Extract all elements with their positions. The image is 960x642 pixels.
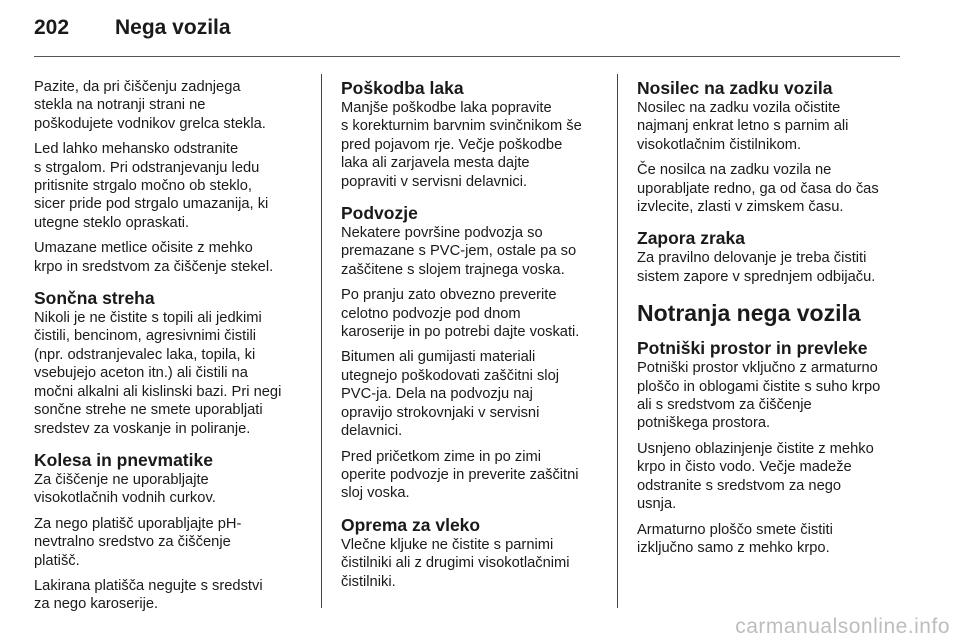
heading-air-shutter: Zapora zraka — [637, 228, 745, 249]
column-divider-2 — [617, 74, 618, 608]
paragraph-dashboard: Armaturno ploščo smete čistiti izključno samo z mehko krpo. — [637, 521, 833, 556]
paragraph-ice-removal: Led lahko mehansko odstranite s strgalom. Pri odstranjevanju ledu pritisnite strgalo močno ob steklo, sicer pride pod strgalo umazanija, ki utegne steklo opraskati. — [34, 141, 269, 231]
heading-passenger-compartment: Potniški prostor in prevleke — [637, 338, 868, 359]
paragraph-wiper-blades: Umazane metlice očisite z mehko krpo in sredstvom za čiščenje stekel. — [34, 240, 274, 275]
column-divider-1 — [321, 74, 322, 608]
paragraph-rear-window: Pazite, da pri čiščenju zadnjega stekla na notranji strani ne poškodujete vodnikov grelca stekla. — [34, 79, 266, 132]
header-rule — [34, 56, 900, 57]
heading-wheels-tyres: Kolesa in pnevmatike — [34, 449, 213, 470]
column-3 — [637, 78, 905, 564]
paragraph-painted-rims: Lakirana platišča negujte s sredstvi za nego karoserije. — [34, 577, 263, 613]
paragraph-after-washing: Po pranju zato obvezno preverite celotno podvozje pod dnom karoserije in po potrebi dajte voskati. — [341, 287, 580, 341]
heading-sunroof: Sončna streha — [34, 288, 155, 309]
paragraph-pvc-coating: Nekatere površine podvozja so premazane s PVC-jem, ostale pa so zaščitene s slojem trajnega voska. — [341, 225, 577, 278]
heading-underbody: Podvozje — [341, 203, 418, 224]
heading-interior-care: Notranja nega vozila — [637, 300, 861, 327]
paragraph-high-pressure: Za čiščenje ne uporabljajte visokotlačnih vodnih curkov. — [34, 471, 216, 507]
paragraph-towing: Vlečne kljuke ne čistite s parnimi čistilniki ali z drugimi visokotlačnimi čistilniki. — [341, 536, 570, 590]
paragraph-rim-cleaner: Za nego platišč uporabljajte pH- nevtralno sredstvo za čiščenje platišč. — [34, 515, 242, 569]
page-number: 202 — [34, 16, 70, 39]
section-title: Nega vozila — [115, 16, 231, 39]
paragraph-leather: Usnjeno oblazinjenje čistite z mehko krpo in čisto vodo. Večje madeže odstranite s sredstvom za nego usnja. — [637, 440, 874, 513]
paragraph-carrier-cleaning: Nosilec na zadku vozila očistite najmanj enkrat letno s parnim ali visokotlačnim čistilnikom. — [637, 100, 849, 153]
heading-rear-carrier: Nosilec na zadku vozila — [637, 78, 833, 98]
column-2 — [341, 78, 609, 598]
paragraph-carrier-usage: Če nosilca na zadku vozila ne uporabljate redno, ga od časa do čas izvlecite, zlasti v zimskem času. — [637, 162, 879, 216]
paragraph-winter: Pred pričetkom zime in po zimi operite podvozje in preverite zaščitni sloj voska. — [341, 448, 579, 502]
paragraph-passenger-compartment: Potniški prostor vključno z armaturno ploščo in oblogami čistite s suho krpo ali s sredstvom za čiščenje potniškega prostora. — [637, 360, 881, 432]
watermark-text: carmanualsonline.info — [735, 615, 950, 638]
heading-paint-damage: Poškodba laka — [341, 78, 464, 98]
page-header — [34, 16, 231, 50]
paragraph-air-shutter: Za pravilno delovanje je treba čistiti sistem zapore v sprednjem odbijaču. — [637, 250, 876, 285]
paragraph-sunroof: Nikoli je ne čistite s topili ali jedkimi čistili, bencinom, agresivnimi čistili (npr. odstranjevalec laka, topila, ki vsebujejo aceton itn.) ali čistili na močni alkalni ali kislinski bazi. Pri negi sončne strehe ne smete uporabljati sredstev za voskanje in poliranje. — [34, 310, 282, 437]
paragraph-paint-damage: Manjše poškodbe laka popravite s korekturnim barvnim svinčnikom še pred pojavom rje. Večje poškodbe laka ali zarjavela mesta dajte popraviti v servisni delavnici. — [341, 100, 582, 190]
heading-towing-equipment: Oprema za vleko — [341, 514, 481, 535]
paragraph-bitumen: Bitumen ali gumijasti materiali utegnejo poškodovati zaščitni sloj PVC-ja. Dela na podvozju naj opravijo strokovnjaki v servisni delavnici. — [341, 349, 559, 440]
column-1 — [34, 78, 302, 621]
